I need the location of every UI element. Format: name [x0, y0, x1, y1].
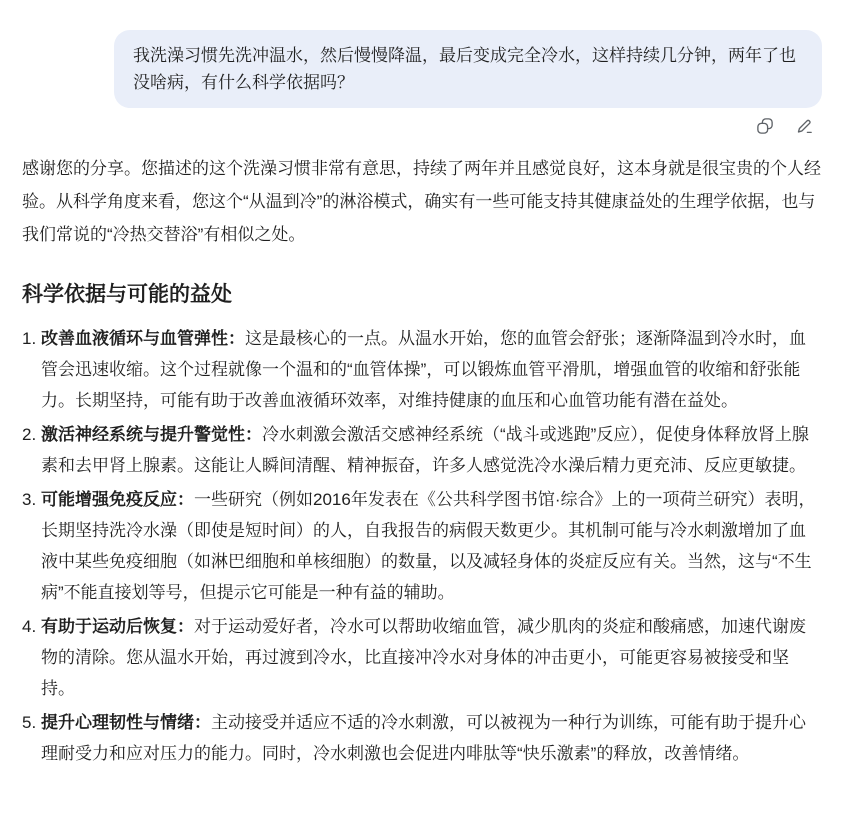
- user-message-bubble: [114, 30, 822, 108]
- list-desc: 这是最核心的一点。从温水开始，您的血管会舒张；逐渐降温到冷水时，血管会迅速收缩。这个过程就像一个温和的“血管体操”，可以锻炼血管平滑肌，增强血管的收缩和舒张能力。长期坚持，可能有助于改善血液循环效率，对维持健康的血压和心血管功能有潜在益处。: [41, 329, 806, 410]
- list-desc: 主动接受并适应不适的冷水刺激，可以被视为一种行为训练，可能有助于提升心理耐受力和应对压力的能力。同时，冷水刺激也会促进内啡肽等“快乐激素”的释放，改善情绪。: [41, 713, 806, 763]
- list-term: 激活神经系统与提升警觉性：: [41, 425, 262, 444]
- chat-page: [0, 30, 850, 789]
- assistant-message: [22, 152, 822, 769]
- copy-button[interactable]: [756, 117, 774, 135]
- list-term: 有助于运动后恢复：: [41, 617, 194, 636]
- list-term: 改善血液循环与血管弹性：: [41, 329, 245, 348]
- user-message-row: [22, 30, 822, 108]
- list-number: 4.: [22, 617, 37, 636]
- message-actions: [22, 117, 822, 135]
- edit-icon: [796, 117, 814, 135]
- list-item: [22, 419, 822, 481]
- list-number: 3.: [22, 490, 37, 509]
- section-heading: 科学依据与可能的益处: [22, 283, 232, 306]
- user-message-text: 我洗澡习惯先洗冲温水，然后慢慢降温，最后变成完全冷水，这样持续几分钟，两年了也没啥病，有什么科学依据吗？: [133, 46, 796, 92]
- list-number: 5.: [22, 713, 37, 732]
- copy-icon: [756, 117, 774, 135]
- list-desc: 冷水刺激会激活交感神经系统（“战斗或逃跑”反应），促使身体释放肾上腺素和去甲肾上腺素。这能让人瞬间清醒、精神振奋，许多人感觉洗冷水澡后精力更充沛、反应更敏捷。: [41, 425, 809, 475]
- list-desc: 对于运动爱好者，冷水可以帮助收缩血管，减少肌肉的炎症和酸痛感，加速代谢废物的清除。您从温水开始，再过渡到冷水，比直接冲冷水对身体的冲击更小，可能更容易被接受和坚持。: [41, 617, 806, 698]
- list-item: [22, 707, 822, 769]
- list-number: 2.: [22, 425, 37, 444]
- list-desc: 一些研究（例如2016年发表在《公共科学图书馆·综合》上的一项荷兰研究）表明，长期坚持洗冷水澡（即使是短时间）的人，自我报告的病假天数更少。其机制可能与冷水刺激增加了血液中某些免疫细胞（如淋巴细胞和单核细胞）的数量，以及减轻身体的炎症反应有关。当然，这与“不生病”不能直接划等号，但提示它可能是一种有益的辅助。: [41, 490, 816, 602]
- list-term: 提升心理韧性与情绪：: [41, 713, 211, 732]
- list-item: [22, 484, 822, 608]
- list-number: 1.: [22, 329, 37, 348]
- list-item: [22, 323, 822, 416]
- edit-button[interactable]: [796, 117, 814, 135]
- list-term: 可能增强免疫反应：: [41, 490, 194, 509]
- assistant-intro-paragraph: 感谢您的分享。您描述的这个洗澡习惯非常有意思，持续了两年并且感觉良好，这本身就是很宝贵的个人经验。从科学角度来看，您这个“从温到冷”的淋浴模式，确实有一些可能支持其健康益处的生理学依据，也与我们常说的“冷热交替浴”有相似之处。: [22, 159, 821, 244]
- list-item: [22, 611, 822, 704]
- benefits-list: [22, 323, 822, 769]
